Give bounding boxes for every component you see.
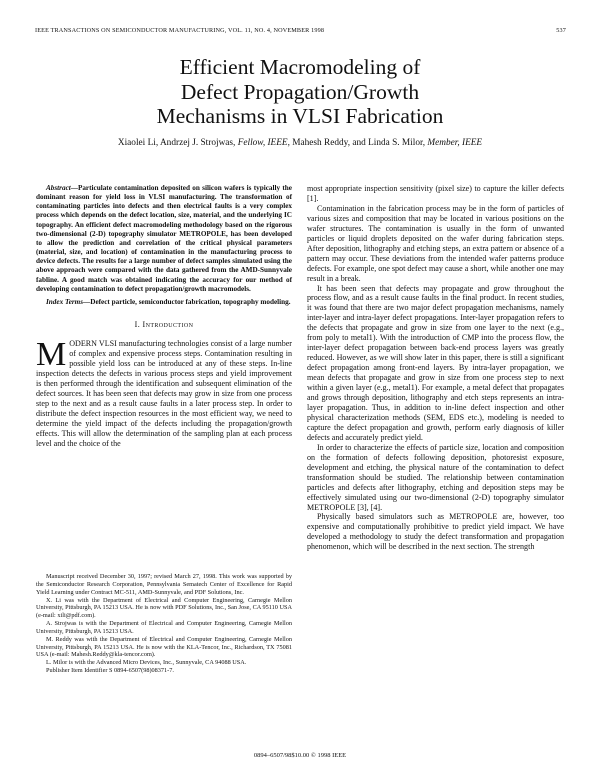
footnote-milor: L. Milor is with the Advanced Micro Devices, Inc., Sunnyvale, CA 94088 USA. — [46, 659, 247, 667]
left-column — [36, 184, 292, 448]
intro-paragraph-1-cont: most appropriate inspection sensitivity (pixel size) to capture the killer defects [1]. — [307, 184, 564, 203]
section-heading — [36, 320, 292, 330]
paper-title — [60, 55, 540, 129]
abstract-label: Abstract— — [46, 184, 78, 192]
section-number: I. — [134, 320, 141, 330]
intro-paragraph-5: Physically based simulators such as METROPOLE are, however, too expensive and computationally prohibitive to predict yield impact. We have developed a methodology to study the defect transformation and propagation phenomenon, which will be described in the next section. The strength — [307, 512, 564, 552]
title-line-1: Efficient Macromodeling of — [179, 55, 421, 79]
author-line — [40, 137, 560, 149]
footnote-reddy: M. Reddy was with the Department of Electrical and Computer Engineering, Carnegie Mellon University, Pittsburgh, PA 15213 USA. He is now with the KLA-Tencor, Inc., Richardson, TX 75081 USA (e-mail: Mahesh.Reddy@kla-tencor.com). — [36, 635, 292, 659]
title-line-2: Defect Propagation/Growth — [180, 79, 420, 104]
intro-paragraph-2: Contamination in the fabrication process may be in the form of particles of various sizes and composition that may be located in various positions on the wafer structures. The contamination is usually in the form of unwanted particles or liquid droplets deposited on the wafer during fabrication steps. After deposition, lithography and etching steps, an extra pattern or absence of a pattern may occur. These deviations from the intended wafer patterns produce defects. For example, one spot defect may cause a short, while another one may result in a break. — [307, 203, 564, 283]
title-line-3: Mechanisms in VLSI Fabrication — [156, 104, 444, 128]
page-number: 537 — [556, 27, 566, 34]
author-role-2: Member, IEEE — [427, 138, 483, 148]
footnotes — [36, 573, 292, 675]
index-terms — [36, 298, 292, 307]
abstract — [36, 184, 292, 294]
intro-paragraph-3: It has been seen that defects may propagate and grow throughout the process flow, and as a result cause faults in the final product. In recent studies, it was found that there are two major defect propagation mechanisms, namely inter-layer and intra-layer defect propagations. Inter-layer propagation refers to the defects that propagate and grow in size from one layer to the next (e.g., from poly to metal1). With the introduction of CMP into the process flow, the inter-layer defect propagation between back-end process layers was greatly reduced. However, as we will show later in this paper, there is still a significant defect propagation among front-end layers. By intra-layer propagation, we mean defects that propagate and grow in size from one process step to next within a given layer (e.g., metal1). For example, a metal defect that propagates and grows through deposition, lithography and etch steps represents an intra-layer propagation. Thus, in addition to in-line defect inspection and other physical characterization methods (SEM, EDS etc.), modeling is needed to capture the defect propagation and growth, perform early diagnosis of killer defects and accurately predict yield. — [307, 283, 564, 442]
intro-paragraph-4: In order to characterize the effects of particle size, location and composition on the formation of defects following deposition, photoresist exposure, development and etching, the physical nature of the contamination to defect transformation should be studied. The relationship between contamination particles and defects after lithography, etching and deposition steps may be effectively simulated using our two-dimensional (2-D) topography simulator METROPOLE [3], [4]. — [307, 442, 564, 512]
intro-paragraph-1 — [36, 335, 292, 448]
intro-paragraph-1-text: VLSI manufacturing technologies consist of a large number of complex and expensive process steps. Contamination resulting in possible yield loss can be introduced at any of these steps. In-line inspection detects the defects in various process steps and yield improvement is then performed through the identification and subsequent elimination of the defect sources. It has been seen that defects may grow in size from one process step to the next and as a result cause faults in a later process step. In order to distribute the defect inspection resources in the most efficient way, we need to determine the yield impact of the defects including the propagation/growth effects. This will allow the determination of the sampling plan at each process level and the choice of the — [36, 338, 292, 448]
footnote-identifier: Publisher Item Identifier S 0894-6507(98)08371-7. — [46, 667, 174, 675]
copyright-footer: 0894–6507/98$10.00 © 1998 IEEE — [253, 752, 347, 759]
index-terms-label: Index Terms— — [46, 297, 91, 306]
journal-citation: IEEE TRANSACTIONS ON SEMICONDUCTOR MANUFACTURING, VOL. 11, NO. 4, NOVEMBER 1998 — [35, 27, 325, 34]
footnote-strojwas: A. Strojwas is with the Department of Electrical and Computer Engineering, Carnegie Mellon University, Pittsburgh, PA 15213 USA. — [36, 620, 292, 635]
index-terms-text: Defect particle, semiconductor fabrication, topography modeling. — [90, 297, 291, 306]
lead-word: ODERN — [69, 338, 97, 348]
footnote-li: X. Li was with the Department of Electrical and Computer Engineering, Carnegie Mellon University, Pittsburgh, PA 15213 USA. He is now with PDF Solutions, Inc., San Jose, CA 95110 USA (e-mail: xili@pdf.com). — [36, 596, 292, 620]
author-role-1: Fellow, IEEE, — [237, 138, 290, 148]
authors-part-2: Mahesh Reddy, and Linda S. Milor, — [292, 138, 426, 148]
drop-cap: M — [36, 335, 67, 373]
section-title: Introduction — [142, 320, 194, 330]
right-column — [307, 184, 564, 552]
running-head — [35, 27, 566, 37]
abstract-text: Particulate contamination deposited on silicon wafers is typically the dominant reason for yield loss in VLSI manufacturing. The transformation of contaminating particles into defects and then electrical faults is a very complex process which depends on the defect location, size, material, and the underlying IC topography. An efficient defect macromodeling methodology based on the rigorous two-dimensional (2-D) topography simulator METROPOLE, has been developed to allow the prediction and correlation of the critical physical parameters (material, size, and location) of contamination in the manufacturing process to device defects. The results for a large number of defect samples simulated using the above approach were compared with the data gathered from the AMD-Sunnyvale fabline. A good match was obtained indicating the accuracy for our method of developing contamination to defect propagation/growth macromodels. — [36, 184, 292, 293]
authors-part-1: Xiaolei Li, Andrzej J. Strojwas, — [117, 138, 236, 148]
footnote-manuscript: Manuscript received December 30, 1997; revised March 27, 1998. This work was supported by the Semiconductor Research Corporation, Pennsylvania Sematech Center of Excellence for Rapid Yield Learning under Contract MC-511, AMD-Sunnyvale, and PDF Solutions, Inc. — [36, 573, 292, 596]
